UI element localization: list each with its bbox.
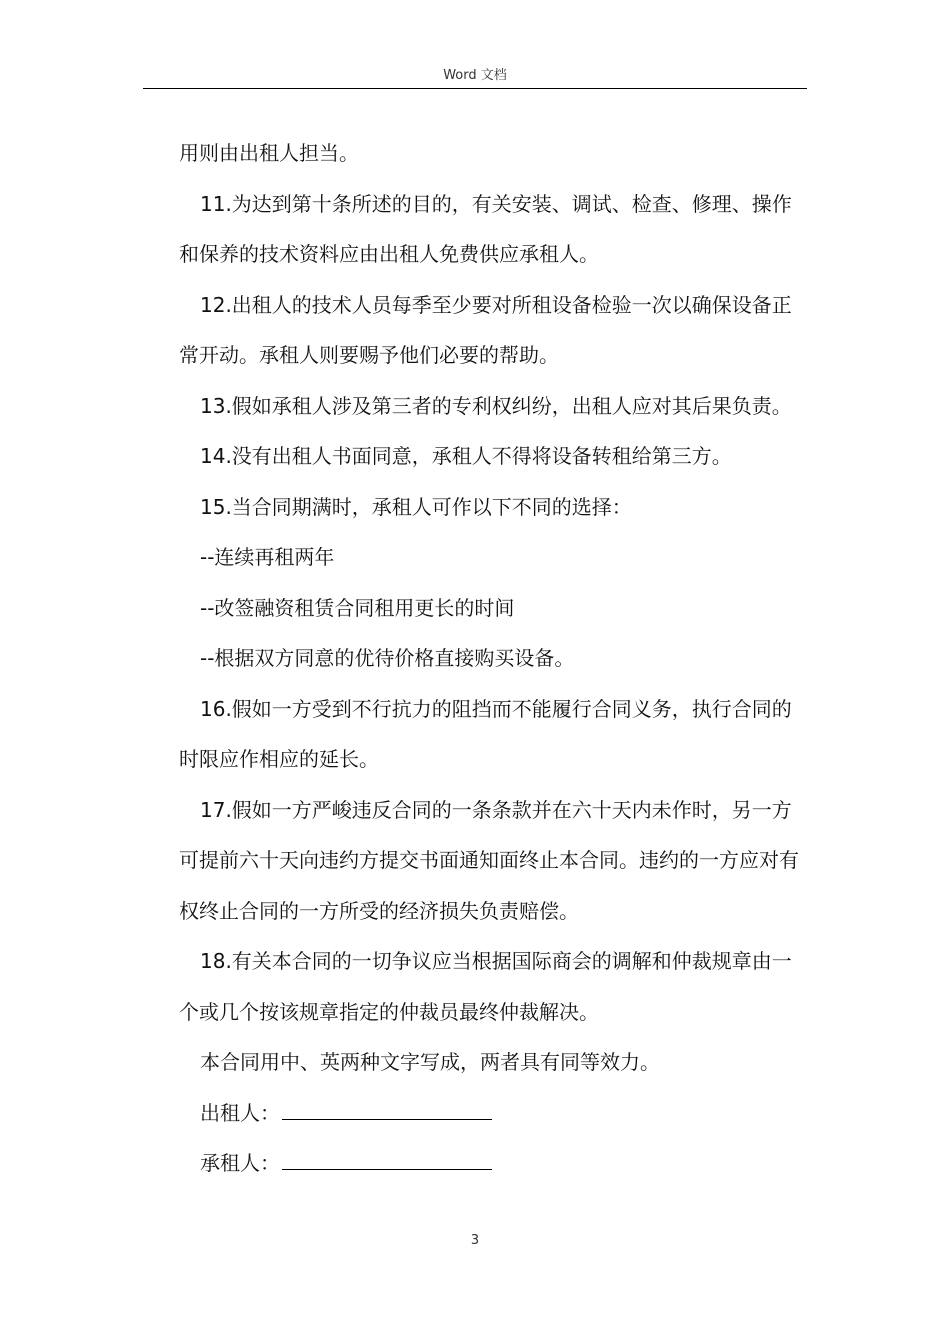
lessor-label: 出租人： [200, 1100, 280, 1125]
clause-14: 14.没有出租人书面同意，承租人不得将设备转租给第三方。 [200, 444, 732, 468]
clause-17: 17.假如一方严峻违反合同的一条条款并在六十天内未作时，另一方可提前六十天向违约方提交书面通知面终止本合同。违约的一方应对有权终止合同的一方所受的经济损失负责赔偿。 [179, 797, 799, 923]
page-header: Word 文档 [443, 68, 507, 83]
lessee-signature [179, 1138, 807, 1189]
paragraph-continuation: 用则由出租人担当。 [179, 141, 359, 165]
clause-12: 12.出租人的技术人员每季至少要对所租设备检验一次以确保设备正常开动。承租人则要赐予他们必要的帮助。 [179, 292, 792, 367]
clause-11: 11.为达到第十条所述的目的，有关安装、调试、检查、修理、操作和保养的技术资料应由出租人免费供应承租人。 [179, 191, 792, 266]
lessor-signature [179, 1088, 807, 1139]
lessor-signature-line [282, 1101, 492, 1120]
clause-18: 18.有关本合同的一切争议应当根据国际商会的调解和仲裁规章由一个或几个按该规章指定的仲裁员最终仲裁解决。 [179, 949, 792, 1024]
header-rule [143, 88, 807, 89]
lessee-label: 承租人： [200, 1151, 280, 1175]
clause-15: 15.当合同期满时，承租人可作以下不同的选择： [200, 494, 632, 519]
option-renew: --连续再租两年 [200, 545, 335, 569]
document-body [179, 128, 807, 1189]
clause-16: 16.假如一方受到不行抗力的阻挡而不能履行合同义务，执行合同的时限应作相应的延长。 [179, 696, 792, 771]
language-clause: 本合同用中、英两种文字写成，两者具有同等效力。 [200, 1050, 660, 1074]
option-purchase: --根据双方同意的优待价格直接购买设备。 [200, 646, 575, 670]
page-number: 3 [470, 1233, 480, 1248]
option-finance-lease: --改签融资租赁合同租用更长的时间 [200, 595, 515, 620]
clause-13: 13.假如承租人涉及第三者的专利权纠纷，出租人应对其后果负责。 [200, 393, 792, 418]
lessee-signature-line [282, 1151, 492, 1170]
